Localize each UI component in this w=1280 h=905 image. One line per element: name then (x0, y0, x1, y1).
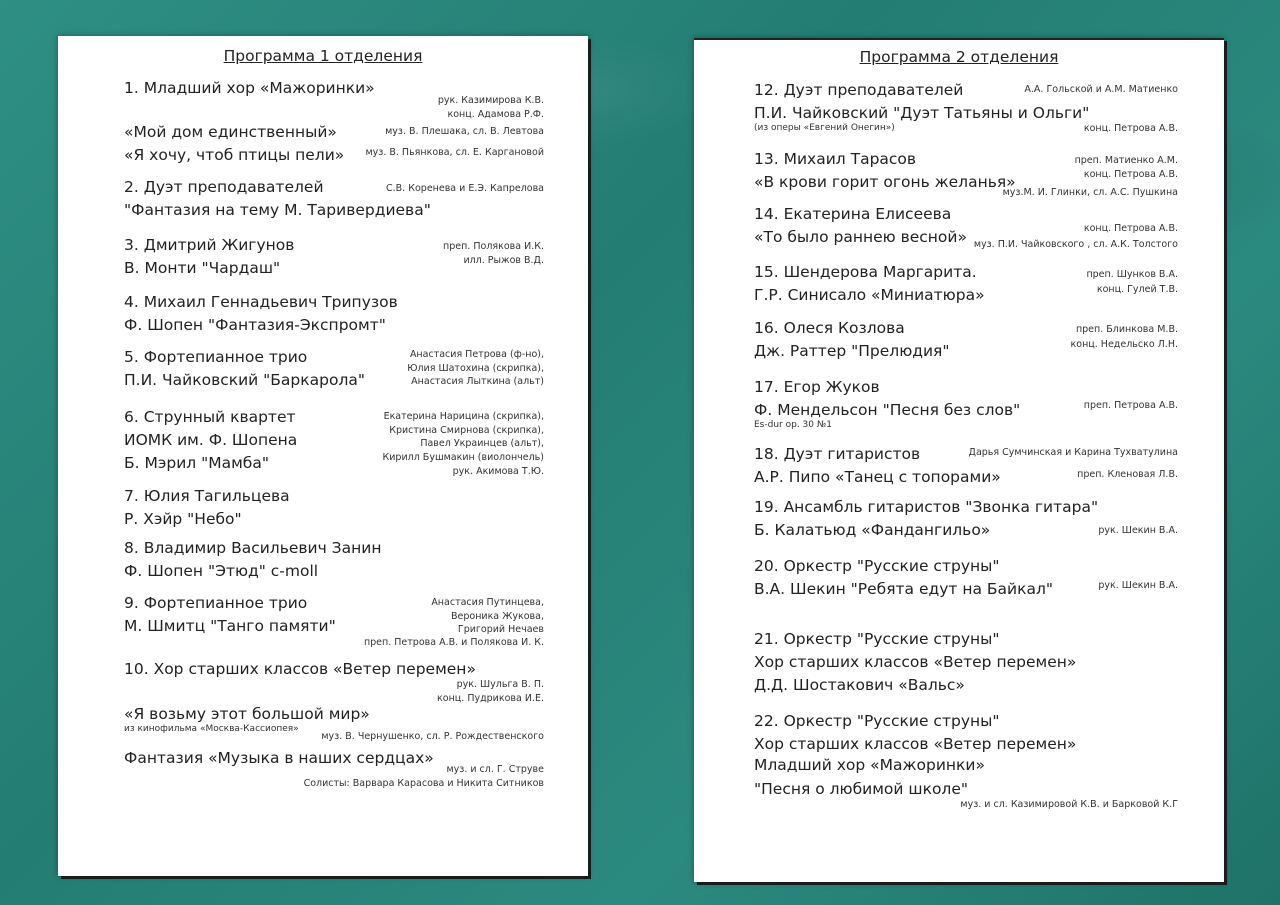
item-3-piece: В. Монти "Чардаш" (124, 259, 281, 277)
item-6-school: ИОМК им. Ф. Шопена (124, 431, 298, 449)
item-22-piece: "Песня о любимой школе" (754, 780, 969, 798)
item-5-performer-1: Анастасия Петрова (ф-но), (409, 349, 544, 360)
item-7-title: 7. Юлия Тагильцева (124, 487, 290, 505)
item-1-song-1: «Мой дом единственный» (124, 123, 337, 141)
item-10-title: 10. Хор старших классов «Ветер перемен» (124, 660, 476, 678)
item-10-song-2-credits: муз. и сл. Г. Струве (446, 764, 544, 775)
item-13-title: 13. Михаил Тарасов (754, 150, 917, 168)
item-22-choir-1: Хор старших классов «Ветер перемен» (754, 735, 1077, 753)
item-1-title: 1. Младший хор «Мажоринки» (124, 79, 375, 97)
item-5-piece: П.И. Чайковский "Баркарола" (124, 371, 365, 389)
item-9-teachers: преп. Петрова А.В. и Полякова И. К. (363, 637, 544, 648)
item-10-song-1-credits: муз. В. Чернушенко, сл. Р. Рождественского (321, 731, 544, 742)
item-5-title: 5. Фортепианное трио (124, 348, 308, 366)
item-8-piece: Ф. Шопен "Этюд" c-moll (124, 562, 319, 580)
item-18-performers: Дарья Сумчинская и Карина Тухватулина (968, 447, 1178, 458)
item-10-soloists: Солисты: Варвара Карасова и Никита Ситников (303, 778, 544, 789)
item-3-title: 3. Дмитрий Жигунов (124, 236, 295, 254)
item-12-source: (из оперы «Евгений Онегин») (754, 123, 895, 133)
item-6-title: 6. Струнный квартет (124, 408, 296, 426)
item-7-piece: Р. Хэйр "Небо" (124, 510, 242, 528)
item-6-performer-2: Кристина Смирнова (скрипка), (389, 425, 544, 436)
item-16-piece: Дж. Раттер "Прелюдия" (754, 342, 950, 360)
page-title: Программа 2 отделения (859, 48, 1059, 66)
item-3-teacher: преп. Полякова И.К. (443, 241, 544, 252)
item-12-title: 12. Дуэт преподавателей (754, 81, 964, 99)
item-20-piece: В.А. Шекин "Ребята едут на Байкал" (754, 580, 1054, 598)
program-page-1 (58, 36, 588, 876)
item-4-title: 4. Михаил Геннадьевич Трипузов (124, 293, 398, 311)
item-5-performer-3: Анастасия Лыткина (альт) (411, 376, 544, 387)
item-6-performer-3: Павел Украинцев (альт), (420, 438, 544, 449)
item-22-choir-2: Младший хор «Мажоринки» (754, 756, 985, 774)
item-20-title: 20. Оркестр "Русские струны" (754, 557, 1000, 575)
item-12-piece: П.И. Чайковский "Дуэт Татьяны и Ольги" (754, 104, 1090, 122)
item-19-title: 19. Ансамбль гитаристов "Звонка гитара" (754, 498, 1099, 516)
item-15-title: 15. Шендерова Маргарита. (754, 263, 977, 281)
item-1-accompanist: конц. Адамова Р.Ф. (447, 109, 544, 120)
item-13-piece: «В крови горит огонь желанья» (754, 173, 1016, 191)
item-9-piece: М. Шмитц "Танго памяти" (124, 617, 336, 635)
item-21-title: 21. Оркестр "Русские струны" (754, 630, 1000, 648)
item-15-accompanist: конц. Гулей Т.В. (1096, 284, 1178, 295)
program-page-2 (694, 38, 1224, 882)
item-18-title: 18. Дуэт гитаристов (754, 445, 921, 463)
item-20-leader: рук. Шекин В.А. (1098, 580, 1178, 591)
item-5-performer-2: Юлия Шатохина (скрипка), (407, 363, 544, 374)
item-19-piece: Б. Калатьюд «Фандангильо» (754, 521, 991, 539)
item-9-performer-1: Анастасия Путинцева, (431, 597, 544, 608)
item-1-leader: рук. Казимирова К.В. (437, 95, 544, 106)
item-15-teacher: преп. Шунков В.А. (1086, 269, 1178, 280)
item-12-accompanist: конц. Петрова А.В. (1083, 123, 1178, 134)
page-title: Программа 1 отделения (223, 47, 423, 65)
item-14-piece: «То было раннею весной» (754, 228, 967, 246)
item-17-title: 17. Егор Жуков (754, 378, 880, 396)
item-4-piece: Ф. Шопен "Фантазия-Экспромт" (124, 316, 386, 334)
item-6-piece: Б. Мэрил "Мамба" (124, 454, 269, 472)
item-16-title: 16. Олеся Козлова (754, 319, 905, 337)
item-6-performer-4: Кирилл Бушмакин (виолончель) (382, 452, 544, 463)
item-10-leader: рук. Шульга В. П. (456, 679, 544, 690)
item-21-choir: Хор старших классов «Ветер перемен» (754, 653, 1077, 671)
item-9-performer-2: Вероника Жукова, (450, 611, 544, 622)
item-6-performer-1: Екатерина Нарицина (скрипка), (383, 411, 544, 422)
item-10-song-2: Фантазия «Музыка в наших сердцах» (124, 749, 434, 767)
item-9-performer-3: Григорий Нечаев (457, 624, 544, 635)
item-17-piece: Ф. Мендельсон "Песня без слов" (754, 401, 1021, 419)
item-17-teacher: преп. Петрова А.В. (1083, 400, 1178, 411)
item-16-teacher: преп. Блинкова М.В. (1075, 324, 1178, 335)
item-1-song-1-credits: муз. В. Плешака, сл. В. Левтова (385, 126, 544, 137)
item-14-accompanist: конц. Петрова А.В. (1083, 223, 1178, 234)
item-13-accompanist: конц. Петрова А.В. (1083, 169, 1178, 180)
item-22-title: 22. Оркестр "Русские струны" (754, 712, 1000, 730)
item-14-title: 14. Екатерина Елисеева (754, 205, 952, 223)
item-2-piece: "Фантазия на тему М. Таривердиева" (124, 201, 431, 219)
item-10-accompanist: конц. Пудрикова И.Е. (437, 693, 544, 704)
item-14-credits: муз. П.И. Чайковского , сл. А.К. Толстого (973, 239, 1178, 250)
item-15-piece: Г.Р. Синисало «Миниатюра» (754, 286, 985, 304)
item-16-accompanist: конц. Недельско Л.Н. (1070, 339, 1178, 350)
item-1-song-2: «Я хочу, чтоб птицы пели» (124, 146, 345, 164)
item-3-accompanist: илл. Рыжов В.Д. (463, 255, 544, 266)
item-22-credits: муз. и сл. Казимировой К.В. и Барковой К.Г (960, 799, 1178, 810)
item-12-performers: А.А. Гольской и А.М. Матиенко (1024, 84, 1178, 95)
item-9-title: 9. Фортепианное трио (124, 594, 308, 612)
item-1-song-2-credits: муз. В. Пьянкова, сл. Е. Каргановой (365, 147, 544, 158)
item-13-teacher: преп. Матиенко А.М. (1074, 155, 1178, 166)
item-21-piece: Д.Д. Шостакович «Вальс» (754, 676, 965, 694)
item-2-performers: С.В. Коренева и Е.Э. Капрелова (386, 183, 544, 194)
item-8-title: 8. Владимир Васильевич Занин (124, 539, 382, 557)
item-17-key: Es-dur op. 30 №1 (754, 420, 832, 430)
item-10-song-1: «Я возьму этот большой мир» (124, 705, 370, 723)
item-13-credits: муз.М. И. Глинки, сл. А.С. Пушкина (1002, 187, 1178, 198)
item-6-leader: рук. Акимова Т.Ю. (452, 466, 544, 477)
item-2-title: 2. Дуэт преподавателей (124, 178, 324, 196)
item-18-piece: А.Р. Пипо «Танец с топорами» (754, 468, 1001, 486)
item-19-leader: рук. Шекин В.А. (1098, 525, 1178, 536)
item-10-song-1-source: из кинофильма «Москва-Кассиопея» (124, 724, 299, 734)
item-18-teacher: преп. Кленовая Л.В. (1077, 469, 1178, 480)
